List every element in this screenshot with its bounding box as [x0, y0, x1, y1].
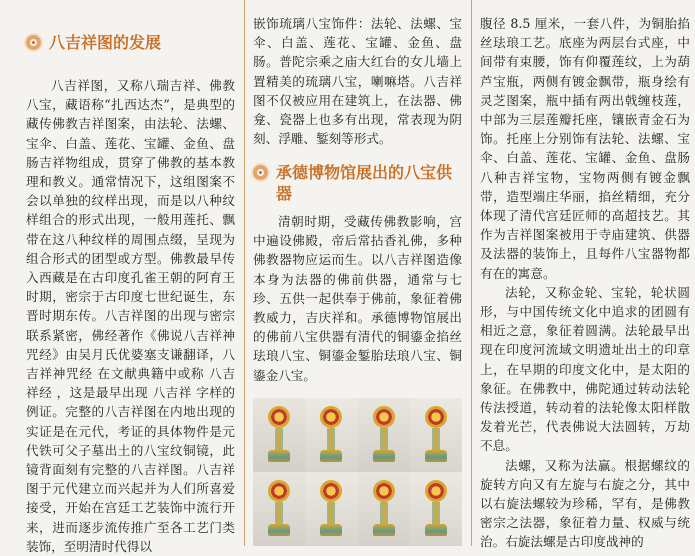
column-divider	[471, 0, 472, 546]
treasure-item	[410, 398, 462, 472]
treasure-item	[410, 472, 462, 546]
column-middle-body	[253, 212, 462, 385]
treasure-item	[253, 472, 305, 546]
section-heading	[26, 32, 235, 53]
column-divider	[244, 0, 245, 546]
eight-treasures-photo	[253, 398, 462, 546]
paragraph: 法螺，又称为法赢。根据螺纹的旋转方向又有左旋与右旋之分，其中以右旋法螺较为珍稀，罕有，是佛教密宗之法器，象征着力量、权威与统治。右旋法螺是古印度战神的	[480, 457, 690, 550]
section-heading	[253, 162, 462, 204]
section-title: 承德博物馆展出的八宝供器	[276, 163, 453, 203]
paragraph: 腹径 8.5 厘米，一套八件，为铜胎掐丝珐琅工艺。底座为两层台式座，中间带有束腰，饰有仰覆莲纹，上为葫芦宝瓶，两侧有镀金飘带，瓶身绘有灵芝图案，瓶中插有两出戟缠枝莲，中部为三层莲瓣托座，镶嵌青金石为饰。托座上分别饰有法轮、法螺、宝伞、白盖、莲花、宝罐、金鱼、盘肠八种吉祥宝物，宝物两侧有镀金飘带，造型端庄华丽，掐丝精细，充分体现了清代宫廷匠师的高超技艺。其作为吉祥图案被用于寺庙建筑、供器及法器的装饰上，且每件八宝器物都有在的寓意。	[480, 16, 690, 281]
treasure-item	[358, 472, 410, 546]
treasure-item	[358, 398, 410, 472]
column-left	[26, 76, 235, 556]
column-right	[480, 14, 690, 552]
paragraph: 八吉祥图，又称八瑞吉祥、佛教八宝，藏语称“扎西达杰”，是典型的藏传佛教吉祥图案，由法轮、法螺、宝伞、白盖、莲花、宝罐、金鱼、盘肠吉祥物组成，贯穿了佛教的基本教理和教义。通常情况下，这组图案不会以单独的纹样出现，而是以八种纹样组合的形式出现，一般用莲托、飘带在这八种纹样的周围点缀，呈现为组合形式的团型或方型。佛教最早传入西藏是在古印度孔雀王朝的阿育王时期，密宗于古印度七世纪诞生，东晋时期东传。八吉祥图的出现与密宗联系紧密，佛经著作《佛说八吉祥神咒经》由吴月氏优婆塞支谦翻译，八吉祥神咒经 在文献典籍中或称 八吉祥经 ，这是最早出现 八吉祥 字样的例证。完整的八吉祥图在内地出现的实证是在元代，考证的具体物件是元代铁可父子墓出土的八宝纹铜镜，此镜背面刻有完整的八吉祥图。八吉祥图于元代建立而兴起并为人们所喜爱接受，开始在宫廷工艺装饰中流行开来，进而逐步流传推广至各工艺门类装饰，至明清时代得以	[26, 78, 235, 554]
treasure-item	[253, 398, 305, 472]
treasure-item	[305, 398, 357, 472]
paragraph: 清朝时期，受藏传佛教影响，宫中遍设佛殿，帝后常拈香礼佛，多种佛教器物应运而生。以八吉祥图造像本身为法器的佛前供器，通常与七珍、五供一起供奉于佛前，象征着佛教威力，吉庆祥和。承德博物馆展出的佛前八宝供器有清代的铜鎏金掐丝珐琅八宝、铜鎏金錾胎珐琅八宝、铜鎏金八宝。	[253, 214, 462, 383]
bullet-circle-icon	[253, 165, 268, 180]
treasure-item	[305, 472, 357, 546]
column-middle	[253, 14, 462, 148]
bullet-circle-icon	[26, 35, 41, 50]
section-title: 八吉祥图的发展	[49, 33, 162, 52]
paragraph: 法轮，又称金轮、宝轮，轮状圆形，与中国传统文化中追求的团圆有相近之意，象征着圆满。法轮最早出现在印度河流域文明遗址出土的印章上，在早期的印度文化中，是太阳的象征。在佛教中，佛陀通过转动法轮传法授道，转动着的法轮像太阳样散发着光芒，代表佛说大法圆转，万劫不息。	[480, 284, 690, 454]
paragraph: 嵌饰琉璃八宝饰件：法轮、法螺、宝伞、白盖、莲花、宝罐、金鱼、盘肠。普陀宗乘之庙大红台的女儿墙上置精美的琉璃八宝，喇嘛塔。八吉祥图不仅被应用在建筑上，在法器、佛龛、瓷器上也多有出现，常表现为阴刻、浮雕、錾刻等形式。	[253, 16, 462, 147]
